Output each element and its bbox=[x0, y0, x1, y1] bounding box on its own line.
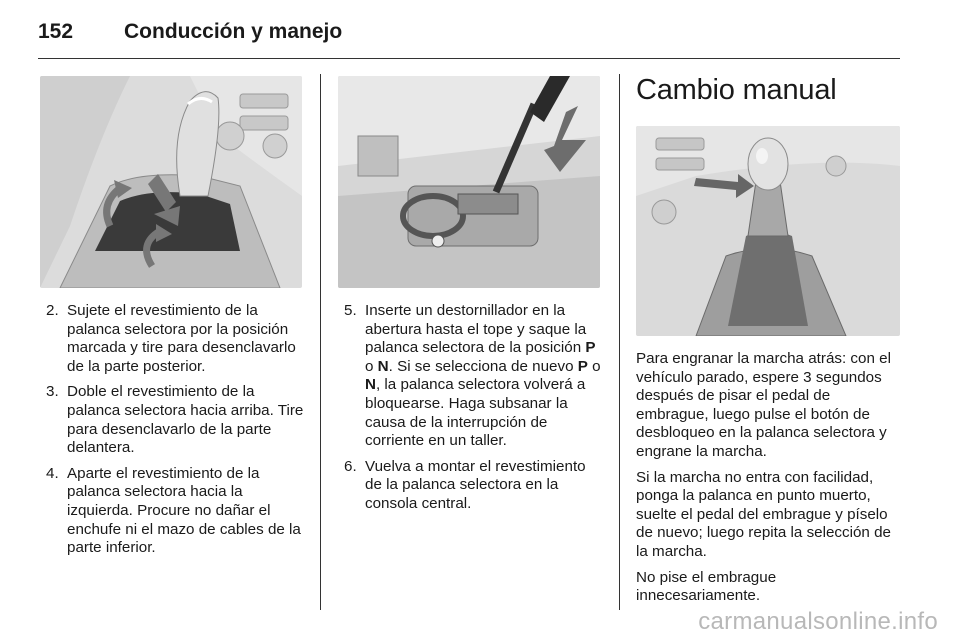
step-text-e: , la palanca selectora volverá a bloquearse. Haga subsanar la causa de la interrupción de corriente en un taller. bbox=[365, 376, 586, 450]
step-item bbox=[338, 302, 606, 451]
figure-screwdriver-release bbox=[338, 76, 600, 288]
step-item bbox=[40, 383, 308, 457]
steps-list-left bbox=[40, 302, 308, 565]
header-rule bbox=[38, 58, 900, 59]
column-divider-left bbox=[320, 74, 321, 610]
gear-n-label: N bbox=[365, 376, 376, 394]
step-text-c: . Si se selecciona de nuevo bbox=[388, 357, 578, 375]
section-heading: Cambio manual bbox=[636, 74, 837, 106]
step-text-d: o bbox=[587, 357, 601, 375]
watermark: carmanualsonline.info bbox=[698, 608, 938, 635]
steps-list-middle bbox=[338, 302, 606, 521]
paragraph: Para engranar la marcha atrás: con el vehículo parado, espere 3 segundos después de pisar el pedal de embrague, luego pulse el botón de desbloqueo en la palanca selectora y engrane la marcha. bbox=[636, 350, 891, 460]
step-text-a: Inserte un destornillador en la abertura hasta el tope y saque la palanca selectora de la posición bbox=[365, 302, 587, 357]
paragraph: No pise el embrague innecesariamente. bbox=[636, 568, 777, 605]
page-header bbox=[38, 18, 918, 48]
page-number: 152 bbox=[38, 20, 74, 43]
step-number: 6. bbox=[344, 457, 357, 475]
gear-p-label: P bbox=[577, 357, 588, 375]
figure-manual-gear-knob bbox=[636, 126, 900, 336]
step-text: Sujete el revestimiento de la palanca selectora por la posición marcada y tire para desenclavarlo de la parte posterior. bbox=[67, 302, 296, 375]
step-number: 3. bbox=[46, 383, 59, 401]
figure-selector-lever-trim bbox=[40, 76, 302, 288]
paragraph: Si la marcha no entra con facilidad, ponga la palanca en punto muerto, suelte el pedal del embrague y píselo de nuevo; luego repita la selección de la marcha. bbox=[636, 468, 891, 560]
step-text-b: o bbox=[365, 357, 378, 375]
column-divider-right bbox=[619, 74, 620, 610]
gear-n-label: N bbox=[377, 357, 389, 375]
step-number: 5. bbox=[344, 302, 357, 319]
step-item bbox=[40, 302, 308, 376]
step-text: Doble el revestimiento de la palanca selectora hacia arriba. Tire para desenclavarlo de la parte delantera. bbox=[67, 383, 304, 457]
gear-p-label: P bbox=[585, 339, 596, 357]
step-number: 2. bbox=[46, 302, 59, 319]
step-item bbox=[40, 465, 308, 558]
step-item bbox=[338, 458, 606, 514]
step-number: 4. bbox=[46, 464, 59, 482]
step-text: Aparte el revestimiento de la palanca selectora hacia la izquierda. Procure no dañar el enchufe ni el mazo de cables de la parte inferior. bbox=[67, 464, 301, 557]
step-text: Vuelva a montar el revestimiento de la palanca selectora en la consola central. bbox=[365, 457, 586, 512]
manual-gear-instructions bbox=[636, 350, 904, 613]
chapter-title: Conducción y manejo bbox=[124, 20, 343, 43]
